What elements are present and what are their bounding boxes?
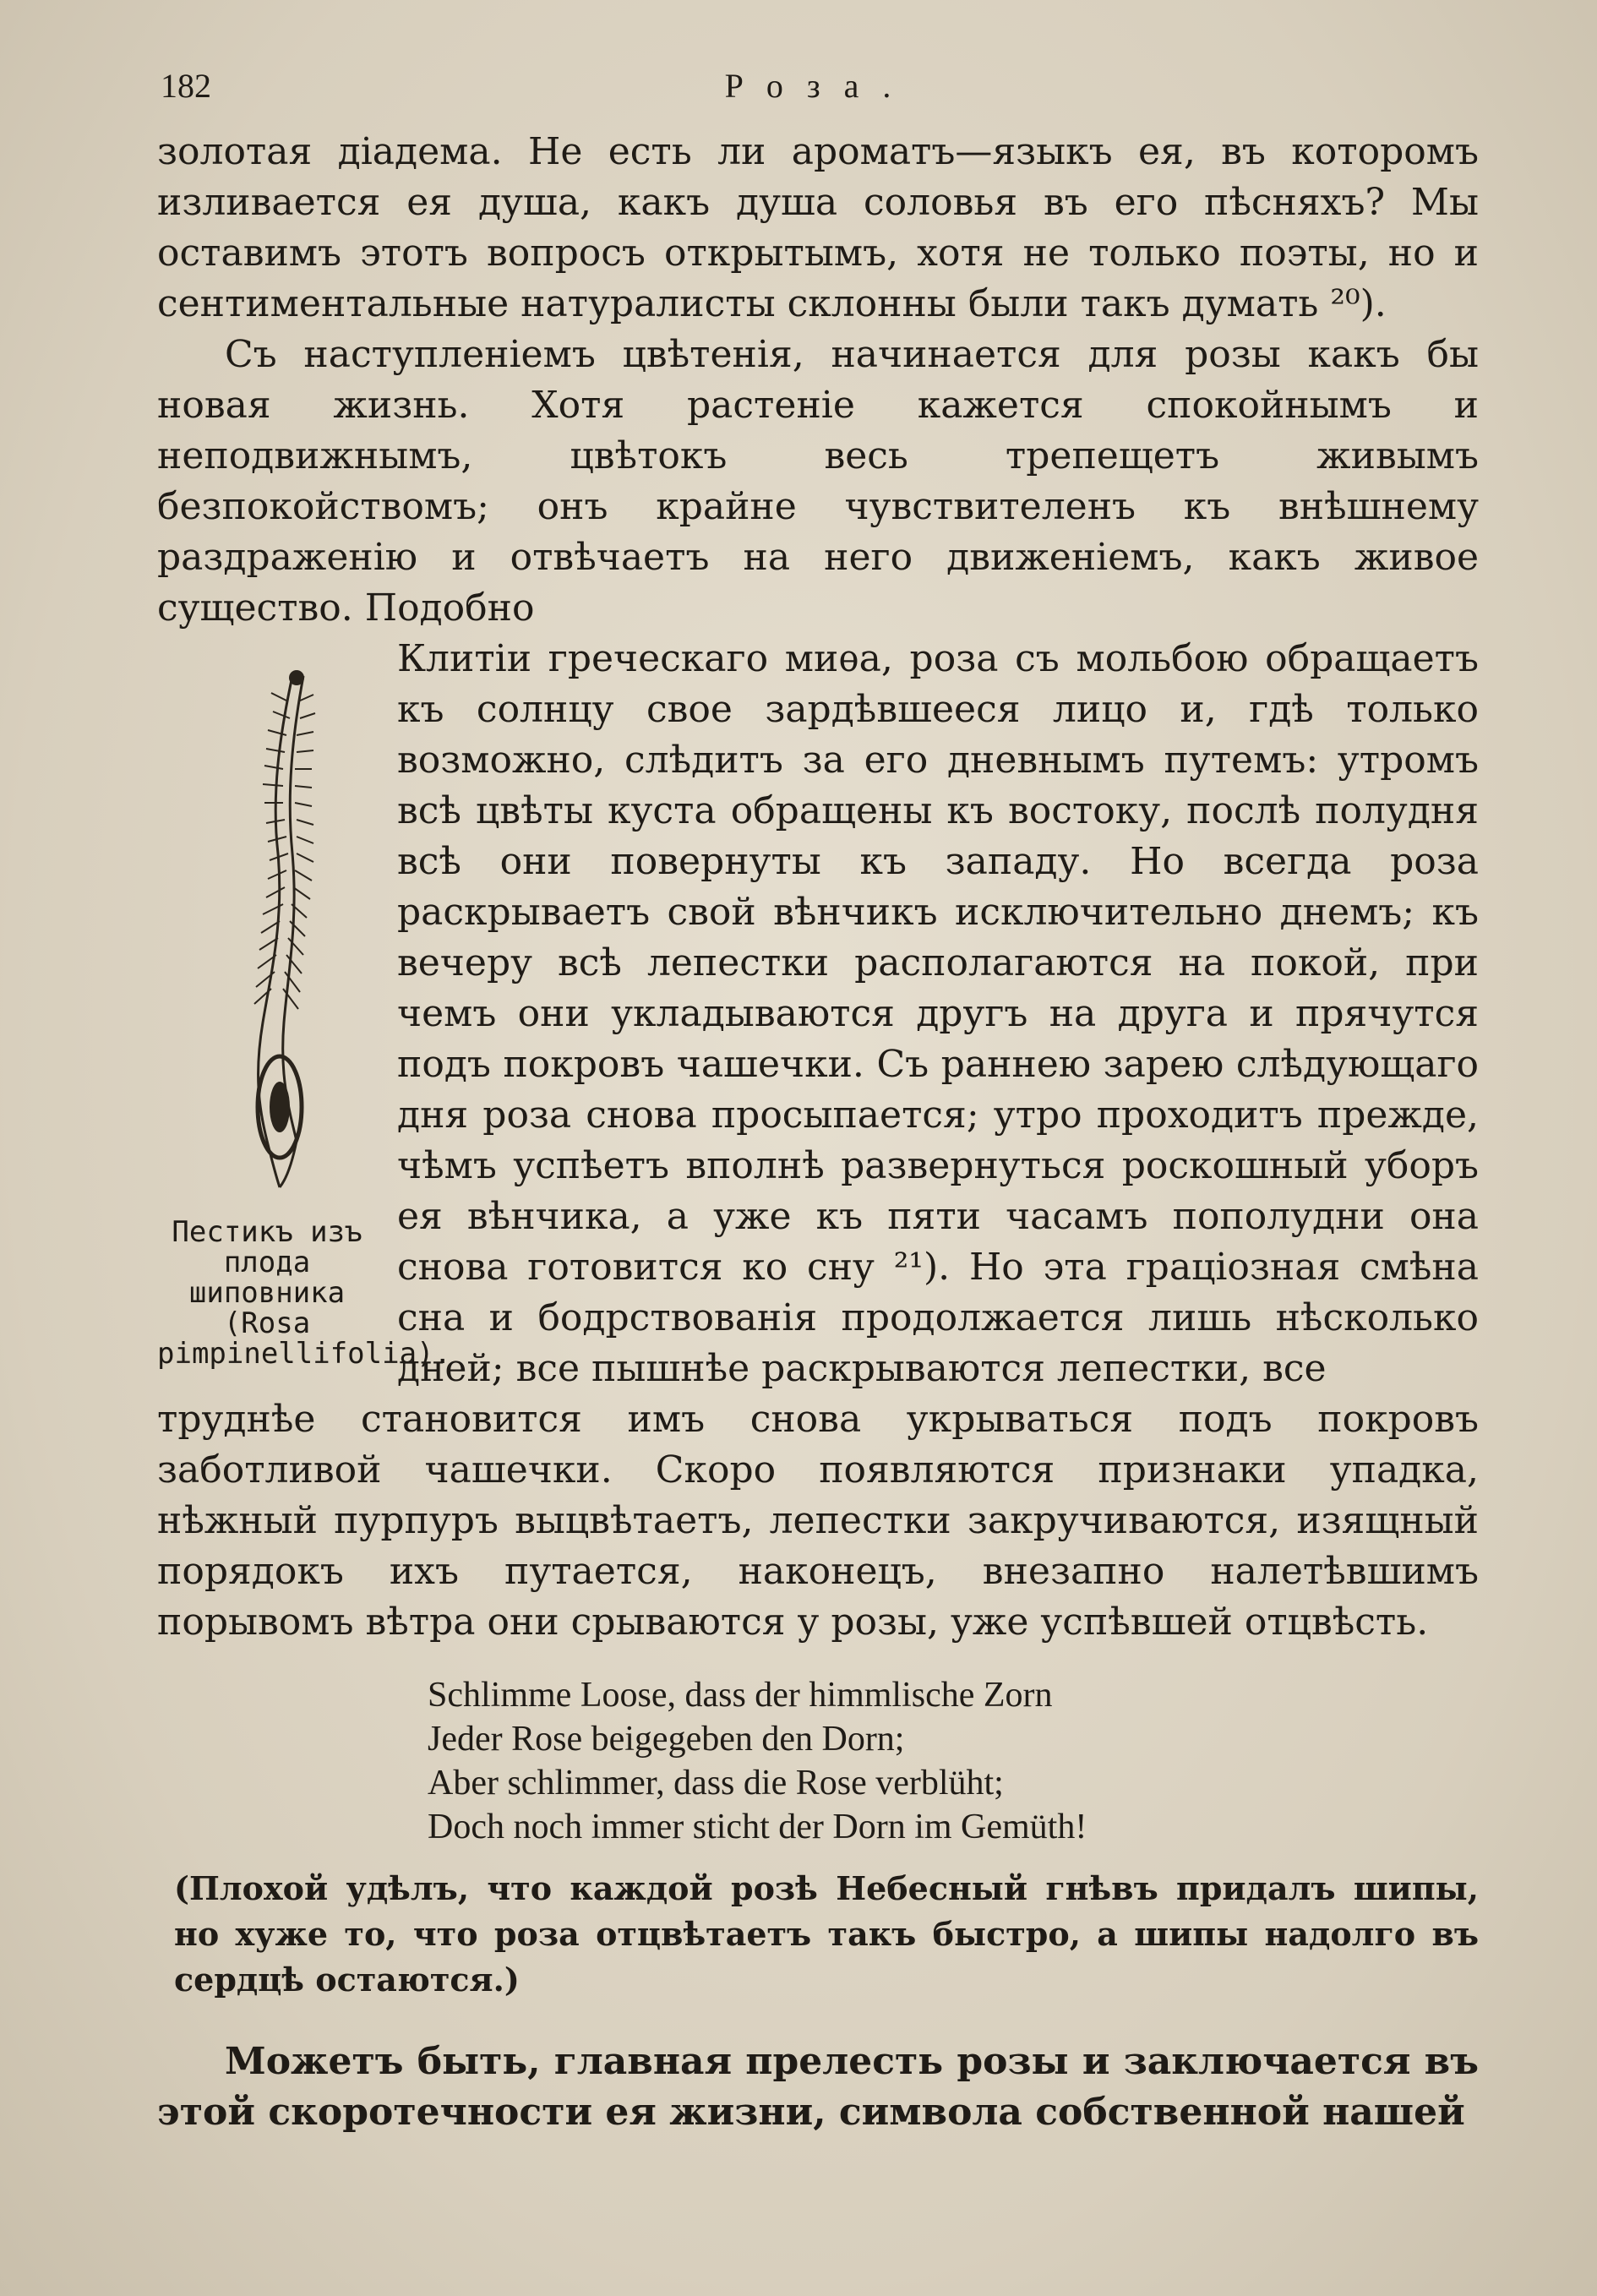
pistil-illustration-icon [212,668,322,1192]
figure-caption: Пестикъ изъ плода шиповника (Rosa pimpinellifolia). [157,1215,451,1371]
paragraph-2-intro: Съ наступленіемъ цвѣтенія, начинается для розы какъ бы новая жизнь. Хотя растеніе кажется спокойнымъ и неподвижнымъ, цвѣтокъ весь трепещетъ живымъ безпокойствомъ; онъ крайне чувствителенъ къ внѣшнему раздраженію и отвѣчаетъ на него движеніемъ, какъ живое существо. Подобно [157,333,1479,630]
poem-line: Jeder Rose beigegeben den Dorn; [428,1720,905,1759]
poem-line: Doch noch immer sticht der Dorn im Gemüth! [428,1808,1087,1846]
poem-translation: (Плохой удѣлъ, что каждой розѣ Небесный гнѣвъ придалъ шипы, но хуже то, что роза отцвѣтаетъ такъ быстро, а шипы надолго въ сердцѣ остаются.) [174,1869,1479,1999]
page-number: 182 [161,67,211,105]
wrapped-text [397,634,1479,1394]
final-paragraph: Можетъ быть, главная прелесть розы и заключается въ этой скоротечности ея жизни, символа собственной нашей [157,2040,1479,2134]
running-title: Роза. [724,67,915,105]
paragraph-2-end: труднѣе становится имъ снова укрываться подъ покровъ заботливой чашечки. Скоро появляются признаки упадка, нѣжный пурпуръ выцвѣтаетъ, лепестки закручиваются, изящный порядокъ ихъ путается, наконецъ, внезапно налетѣвшимъ порывомъ вѣтра они срываются у розы, уже успѣвшей отцвѣсть. [157,1398,1479,1644]
paragraph-2-wrap: Клитіи греческаго миѳа, роза съ мольбою обращаетъ къ солнцу свое зардѣвшееся лицо и, гдѣ только возможно, слѣдитъ за его дневнымъ путемъ: утромъ всѣ цвѣты куста обращены къ востоку, послѣ полудня всѣ они повернуты къ западу. Но всегда роза раскрываетъ свой вѣнчикъ исключительно днемъ; къ вечеру всѣ лепестки располагаются на покой, при чемъ они укладываются другъ на друга и прячутся подъ покровъ чашечки. Съ раннею зарею слѣдующаго дня роза снова просыпается; утро проходитъ прежде, чѣмъ успѣетъ вполнѣ развернуться роскошный уборъ ея вѣнчика, а уже къ пяти часамъ пополудни она снова готовится ко сну ²¹). Но эта граціозная смѣна сна и бодрствованія продолжается лишь нѣсколько дней; все пышнѣе раскрываются лепестки, все [397,637,1479,1390]
paragraph-1: золотая діадема. Не есть ли ароматъ—языкъ ея, въ которомъ изливается ея душа, какъ душа соловья въ его пѣсняхъ? Мы оставимъ этотъ вопросъ открытымъ, хотя не только поэты, но и сентиментальные натуралисты склонны были такъ думать ²⁰). [157,130,1479,325]
figure-wrap-block [157,634,1479,1394]
body-text [157,127,1479,2138]
poem [428,1673,1479,1849]
poem-line: Schlimme Loose, dass der himmlische Zorn [428,1676,1053,1715]
poem-line: Aber schlimmer, dass die Rose verblüht; [428,1764,1004,1802]
page-header [161,66,1479,117]
figure [157,634,451,1394]
